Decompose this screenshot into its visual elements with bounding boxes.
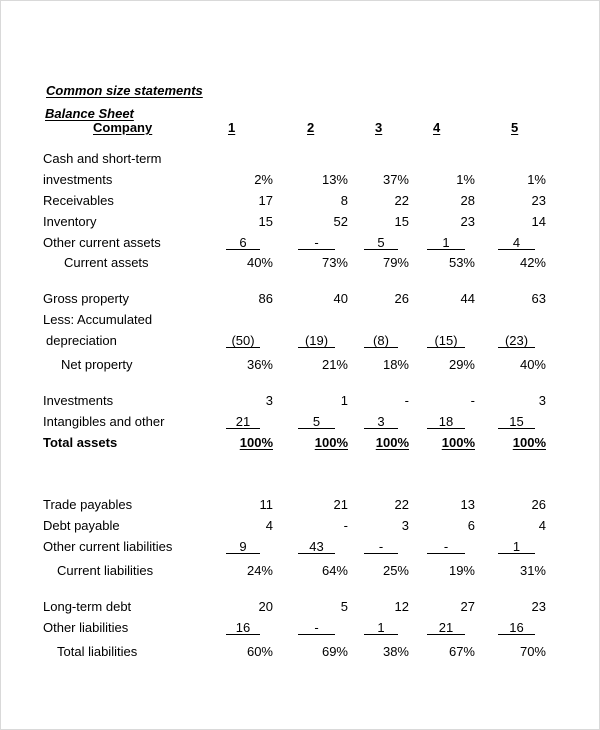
cell-inventory-5: 14 — [531, 214, 546, 229]
row-label-other-current-liabilities: Other current liabilities — [43, 539, 173, 554]
row-label-inventory: Inventory — [43, 214, 97, 229]
cell-gross-property-3: 26 — [394, 291, 409, 306]
cell-current-liab-5: 31% — [519, 563, 546, 578]
row-label-current-liabilities: Current liabilities — [57, 563, 154, 578]
cell-ltd-4: 27 — [460, 599, 475, 614]
row-label-debt-payable: Debt payable — [43, 518, 120, 533]
row-label-gross-property: Gross property — [43, 291, 129, 306]
cell-other-ca-3: 5 — [377, 235, 385, 250]
cell-total-assets-4: 100% — [441, 435, 475, 450]
cell-other-liab-3: 1 — [377, 620, 385, 635]
cell-other-liab-1: 16 — [235, 620, 251, 635]
cell-less-accum-2: (19) — [304, 333, 329, 348]
cell-total-assets-1: 100% — [239, 435, 273, 450]
row-label-net-property: Net property — [61, 357, 133, 372]
cell-total-assets-5: 100% — [512, 435, 546, 450]
cell-cash-1: 2% — [254, 172, 273, 187]
cell-investments-2: 1 — [340, 393, 348, 408]
row-label-trade-payables: Trade payables — [43, 497, 133, 512]
row-label-receivables: Receivables — [43, 193, 114, 208]
company-header-5: 5 — [511, 120, 519, 135]
cell-other-cl-2: 43 — [309, 539, 324, 554]
cell-trade-payables-2: 21 — [333, 497, 348, 512]
cell-current-assets-3: 79% — [382, 255, 409, 270]
cell-intangibles-2: 5 — [312, 414, 321, 429]
cell-receivables-5: 23 — [531, 193, 546, 208]
cell-intangibles-5: 15 — [509, 414, 524, 429]
cell-net-property-4: 29% — [448, 357, 475, 372]
cell-trade-payables-5: 26 — [531, 497, 546, 512]
row-label-investments: Investments — [43, 393, 114, 408]
cell-trade-payables-4: 13 — [460, 497, 475, 512]
cell-cash-4: 1% — [456, 172, 475, 187]
cell-other-ca-1: 6 — [239, 235, 247, 250]
cell-current-assets-4: 53% — [448, 255, 475, 270]
row-label-total-liabilities: Total liabilities — [57, 644, 138, 657]
row-label-total-assets: Total assets — [43, 435, 118, 450]
cell-debt-payable-5: 4 — [538, 518, 546, 533]
company-header: Company — [93, 120, 153, 135]
cell-current-liab-1: 24% — [246, 563, 273, 578]
cell-other-liab-2: - — [314, 620, 319, 635]
cell-total-assets-3: 100% — [375, 435, 409, 450]
cell-less-accum-1: (50) — [231, 333, 255, 348]
row-label-cash-1: Cash and short-term — [43, 151, 162, 166]
cell-debt-payable-1: 4 — [265, 518, 273, 533]
document-title: Common size statements — [46, 83, 203, 98]
cell-investments-4: - — [470, 393, 475, 408]
cell-cash-2: 13% — [321, 172, 348, 187]
cell-ltd-2: 5 — [340, 599, 348, 614]
row-label-other-liabilities: Other liabilities — [43, 620, 129, 635]
document-content — [1, 1, 600, 657]
cell-trade-payables-1: 11 — [259, 497, 273, 512]
row-label-cash-2: investments — [43, 172, 113, 187]
cell-ltd-5: 23 — [531, 599, 546, 614]
cell-other-cl-5: 1 — [512, 539, 521, 554]
cell-inventory-2: 52 — [333, 214, 348, 229]
cell-total-liab-5: 70% — [519, 644, 546, 657]
cell-total-liab-4: 67% — [448, 644, 475, 657]
cell-intangibles-3: 3 — [377, 414, 385, 429]
cell-less-accum-4: (15) — [434, 333, 458, 348]
cell-inventory-1: 15 — [258, 214, 273, 229]
cell-debt-payable-3: 3 — [401, 518, 409, 533]
cell-net-property-5: 40% — [519, 357, 546, 372]
cell-ltd-1: 20 — [258, 599, 273, 614]
cell-total-assets-2: 100% — [314, 435, 348, 450]
cell-less-accum-3: (8) — [373, 333, 389, 348]
cell-current-liab-3: 25% — [382, 563, 409, 578]
cell-gross-property-1: 86 — [258, 291, 273, 306]
cell-intangibles-1: 21 — [235, 414, 251, 429]
cell-current-assets-1: 40% — [246, 255, 273, 270]
cell-inventory-4: 23 — [460, 214, 475, 229]
row-label-intangibles: Intangibles and other — [43, 414, 165, 429]
cell-other-liab-5: 16 — [509, 620, 524, 635]
row-label-long-term-debt: Long-term debt — [43, 599, 132, 614]
cell-trade-payables-3: 22 — [394, 497, 409, 512]
cell-other-cl-4: - — [443, 539, 449, 554]
cell-total-liab-3: 38% — [382, 644, 409, 657]
cell-receivables-2: 8 — [340, 193, 348, 208]
cell-receivables-3: 22 — [394, 193, 409, 208]
cell-net-property-3: 18% — [382, 357, 409, 372]
cell-receivables-1: 17 — [258, 193, 273, 208]
cell-total-liab-2: 69% — [321, 644, 348, 657]
cell-gross-property-4: 44 — [460, 291, 475, 306]
cell-intangibles-4: 18 — [438, 414, 454, 429]
row-label-less-accum-2: depreciation — [46, 333, 117, 348]
company-header-4: 4 — [433, 120, 441, 135]
cell-debt-payable-4: 6 — [467, 518, 475, 533]
cell-other-ca-2: - — [314, 235, 319, 250]
company-header-3: 3 — [375, 120, 383, 135]
cell-less-accum-5: (23) — [504, 333, 529, 348]
cell-other-cl-1: 9 — [239, 539, 247, 554]
cell-current-assets-5: 42% — [519, 255, 546, 270]
cell-receivables-4: 28 — [460, 193, 475, 208]
cell-other-cl-3: - — [378, 539, 384, 554]
cell-total-liab-1: 60% — [246, 644, 273, 657]
cell-inventory-3: 15 — [394, 214, 409, 229]
cell-net-property-1: 36% — [246, 357, 273, 372]
cell-current-liab-4: 19% — [448, 563, 475, 578]
cell-investments-1: 3 — [265, 393, 273, 408]
row-label-current-assets: Current assets — [64, 255, 149, 270]
sheet-subtitle: Balance Sheet — [45, 106, 134, 121]
cell-investments-5: 3 — [538, 393, 546, 408]
cell-current-liab-2: 64% — [321, 563, 348, 578]
cell-other-ca-5: 4 — [512, 235, 521, 250]
cell-cash-3: 37% — [382, 172, 409, 187]
row-label-other-current-assets: Other current assets — [43, 235, 161, 250]
cell-debt-payable-2: - — [343, 518, 348, 533]
row-label-less-accum-1: Less: Accumulated — [43, 312, 153, 327]
cell-cash-5: 1% — [527, 172, 546, 187]
cell-net-property-2: 21% — [321, 357, 348, 372]
company-header-1: 1 — [228, 120, 236, 135]
company-header-2: 2 — [307, 120, 315, 135]
cell-ltd-3: 12 — [394, 599, 409, 614]
cell-investments-3: - — [404, 393, 409, 408]
cell-other-liab-4: 21 — [438, 620, 454, 635]
cell-gross-property-5: 63 — [531, 291, 546, 306]
cell-current-assets-2: 73% — [321, 255, 348, 270]
cell-other-ca-4: 1 — [442, 235, 450, 250]
cell-gross-property-2: 40 — [333, 291, 348, 306]
